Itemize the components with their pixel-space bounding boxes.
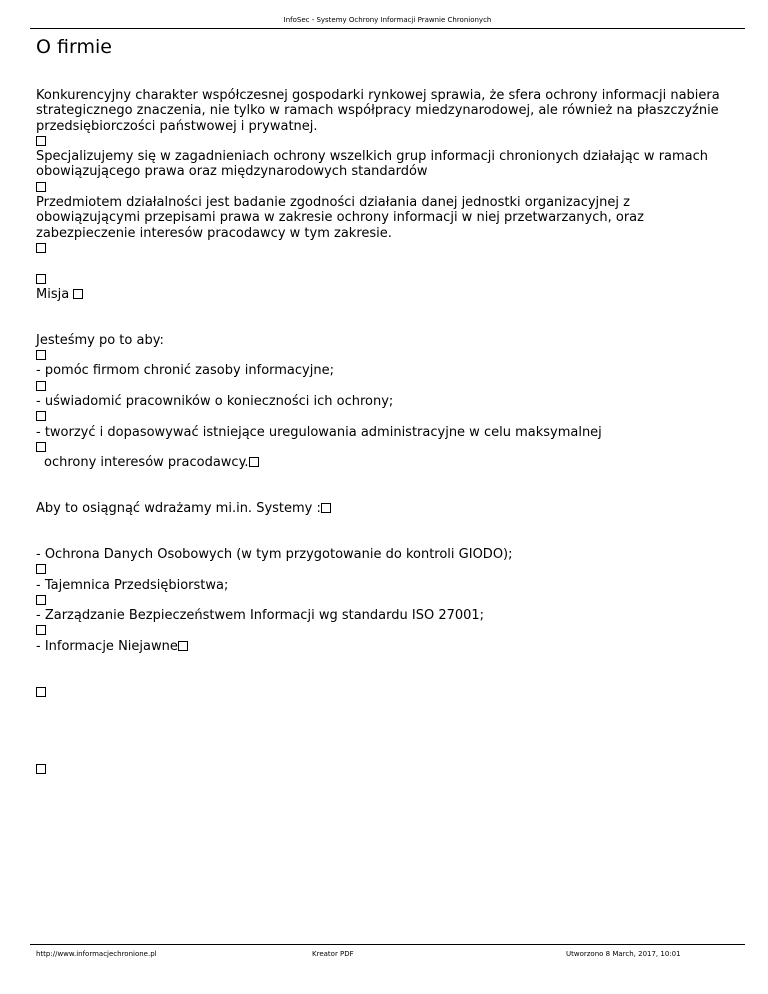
intro-line: obowiązującego prawa oraz międzynarodowych standardów <box>36 164 428 180</box>
placeholder-box-icon <box>36 625 46 635</box>
placeholder-box-icon <box>321 503 331 513</box>
intro-line: Przedmiotem działalności jest badanie zgodności działania danej jednostki organizacyjnej z <box>36 195 630 211</box>
placeholder-box-icon <box>36 564 46 574</box>
systems-item: - Zarządzanie Bezpieczeństwem Informacji wg standardu ISO 27001; <box>36 608 485 624</box>
mission-item-continuation: ochrony interesów pracodawcy. <box>36 455 741 470</box>
article-body <box>36 88 741 777</box>
placeholder-box-icon <box>36 595 46 605</box>
intro-line: Specjalizujemy się w zagadnieniach ochrony wszelkich grup informacji chronionych działając w ramach <box>36 149 709 165</box>
footer-url: http://www.informacjechronione.pl <box>36 950 157 958</box>
mission-lead: Jesteśmy po to aby: <box>36 332 164 348</box>
placeholder-box-icon <box>36 764 46 774</box>
mission-item: - tworzyć i dopasowywać istniejące uregulowania administracyjne w celu maksymalnej <box>36 424 602 440</box>
placeholder-box-icon <box>36 182 46 192</box>
placeholder-box-icon <box>36 274 46 284</box>
header-title: InfoSec - Systemy Ochrony Informacji Prawnie Chronionych <box>283 16 492 24</box>
page-title: O firmie <box>36 36 112 58</box>
placeholder-box-icon <box>36 411 46 421</box>
systems-item: - Tajemnica Przedsiębiorstwa; <box>36 577 229 593</box>
placeholder-box-icon <box>73 289 83 299</box>
footer-creator: Kreator PDF <box>312 950 354 958</box>
intro-line: przedsiębiorczości państwowej i prywatnej. <box>36 118 318 134</box>
intro-line: strategicznego znaczenia, nie tylko w ramach współpracy miedzynarodowej, ale również na płaszczyźnie <box>36 103 719 119</box>
placeholder-box-icon <box>36 687 46 697</box>
intro-line: Konkurencyjny charakter współczesnej gospodarki rynkowej sprawia, że sfera ochrony informacji nabiera <box>36 88 720 103</box>
placeholder-box-icon <box>36 442 46 452</box>
placeholder-box-icon <box>36 136 46 146</box>
intro-line: obowiązującymi przepisami prawa w zakresie ochrony informacji w niej przetwarzanych, oraz <box>36 210 644 226</box>
placeholder-box-icon <box>249 457 259 467</box>
footer-created-date: Utworzono 8 March, 2017, 10:01 <box>566 950 681 958</box>
mission-item: - pomóc firmom chronić zasoby informacyjne; <box>36 363 334 379</box>
intro-line: zabezpieczenie interesów pracodawcy w tym zakresie. <box>36 225 392 241</box>
systems-item: - Ochrona Danych Osobowych (w tym przygotowanie do kontroli GIODO); <box>36 546 513 562</box>
mission-heading: Misja <box>36 287 741 302</box>
page-header <box>30 15 745 29</box>
placeholder-box-icon <box>36 350 46 360</box>
placeholder-box-icon <box>36 381 46 391</box>
systems-item: - Informacje Niejawne <box>36 639 741 654</box>
page-footer <box>30 944 745 958</box>
placeholder-box-icon <box>36 243 46 253</box>
placeholder-box-icon <box>178 641 188 651</box>
mission-item: - uświadomić pracowników o konieczności ich ochrony; <box>36 393 394 409</box>
systems-lead: Aby to osiągnąć wdrażamy mi.in. Systemy : <box>36 501 741 516</box>
